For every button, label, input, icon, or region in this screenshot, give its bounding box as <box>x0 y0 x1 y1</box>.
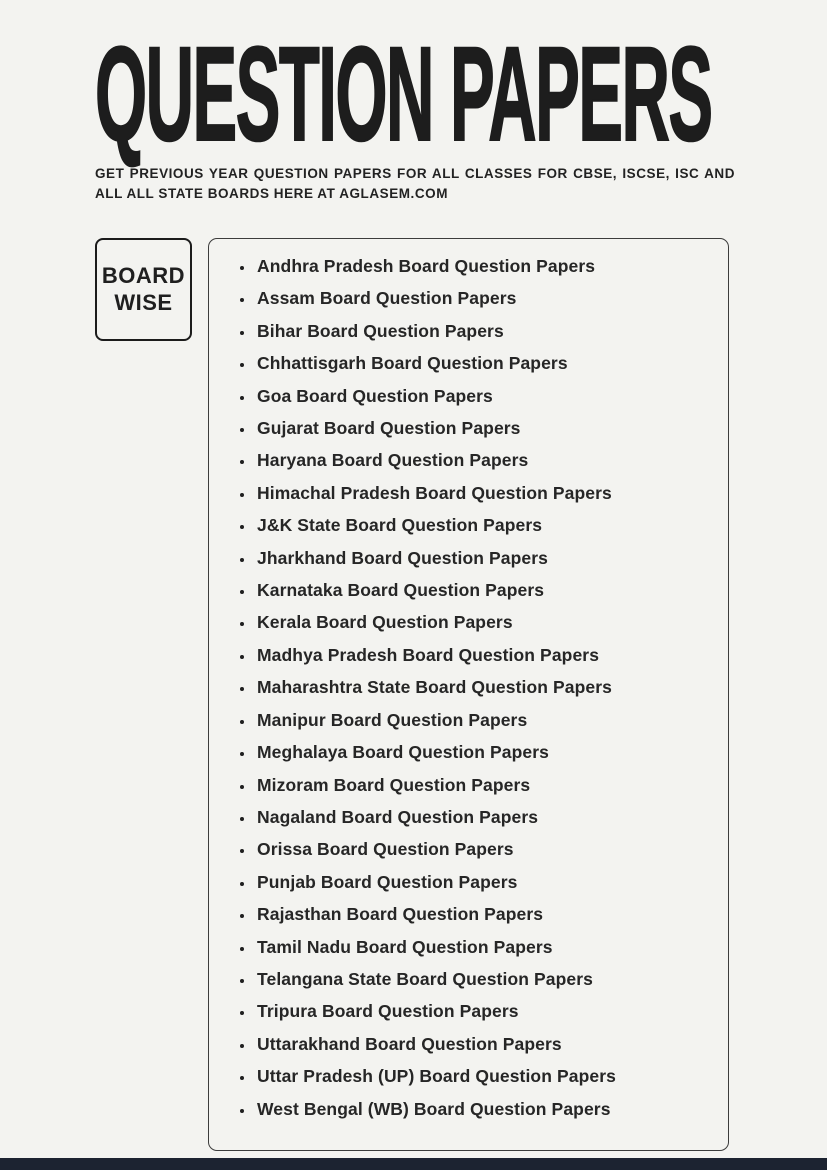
board-list-item[interactable]: • Haryana Board Question Papers <box>255 444 718 476</box>
board-list-item[interactable]: • Rajasthan Board Question Papers <box>255 898 718 930</box>
board-list-item[interactable]: • West Bengal (WB) Board Question Papers <box>255 1093 718 1125</box>
board-list-item[interactable]: • Goa Board Question Papers <box>255 380 718 412</box>
board-list-item[interactable]: • Nagaland Board Question Papers <box>255 801 718 833</box>
board-list-item[interactable]: • Tamil Nadu Board Question Papers <box>255 931 718 963</box>
board-list-item[interactable]: • J&K State Board Question Papers <box>255 509 718 541</box>
board-wise-label-line2: WISE <box>114 289 173 315</box>
page-title-text: QUESTION PAPERS <box>95 20 712 169</box>
board-list-item[interactable]: • Himachal Pradesh Board Question Papers <box>255 477 718 509</box>
page-subtitle: GET PREVIOUS YEAR QUESTION PAPERS FOR ALL CLASSES FOR CBSE, ISCSE, ISC AND ALL ALL STATE BOARDS HERE AT AGLASEM.COM <box>95 166 735 202</box>
board-list-item[interactable]: • Manipur Board Question Papers <box>255 704 718 736</box>
board-list-item[interactable]: • Assam Board Question Papers <box>255 282 718 314</box>
board-list-item[interactable]: • Madhya Pradesh Board Question Papers <box>255 639 718 671</box>
board-list-item[interactable]: • Karnataka Board Question Papers <box>255 574 718 606</box>
board-list-panel <box>208 238 729 1151</box>
board-list-item[interactable]: • Telangana State Board Question Papers <box>255 963 718 995</box>
board-list-item[interactable]: • Jharkhand Board Question Papers <box>255 542 718 574</box>
page-title <box>95 20 827 169</box>
board-list-item[interactable]: • Gujarat Board Question Papers <box>255 412 718 444</box>
board-list-item[interactable]: • Andhra Pradesh Board Question Papers <box>255 250 718 282</box>
board-list-item[interactable]: • Punjab Board Question Papers <box>255 866 718 898</box>
board-list-item[interactable]: • Uttarakhand Board Question Papers <box>255 1028 718 1060</box>
board-list-item[interactable]: • Meghalaya Board Question Papers <box>255 736 718 768</box>
board-list-item[interactable]: • Orissa Board Question Papers <box>255 833 718 865</box>
board-wise-label-box <box>95 238 192 341</box>
board-wise-label-line1: BOARD <box>101 263 186 289</box>
board-list-item[interactable]: • Bihar Board Question Papers <box>255 315 718 347</box>
board-list-item[interactable]: • Maharashtra State Board Question Papers <box>255 671 718 703</box>
board-list-item[interactable]: • Mizoram Board Question Papers <box>255 769 718 801</box>
board-list-item[interactable]: • Kerala Board Question Papers <box>255 606 718 638</box>
board-list-item[interactable]: • Uttar Pradesh (UP) Board Question Papers <box>255 1060 718 1092</box>
board-list-item[interactable]: • Tripura Board Question Papers <box>255 995 718 1027</box>
board-list <box>209 239 728 1125</box>
footer-bar <box>0 1158 827 1170</box>
board-list-item[interactable]: • Chhattisgarh Board Question Papers <box>255 347 718 379</box>
